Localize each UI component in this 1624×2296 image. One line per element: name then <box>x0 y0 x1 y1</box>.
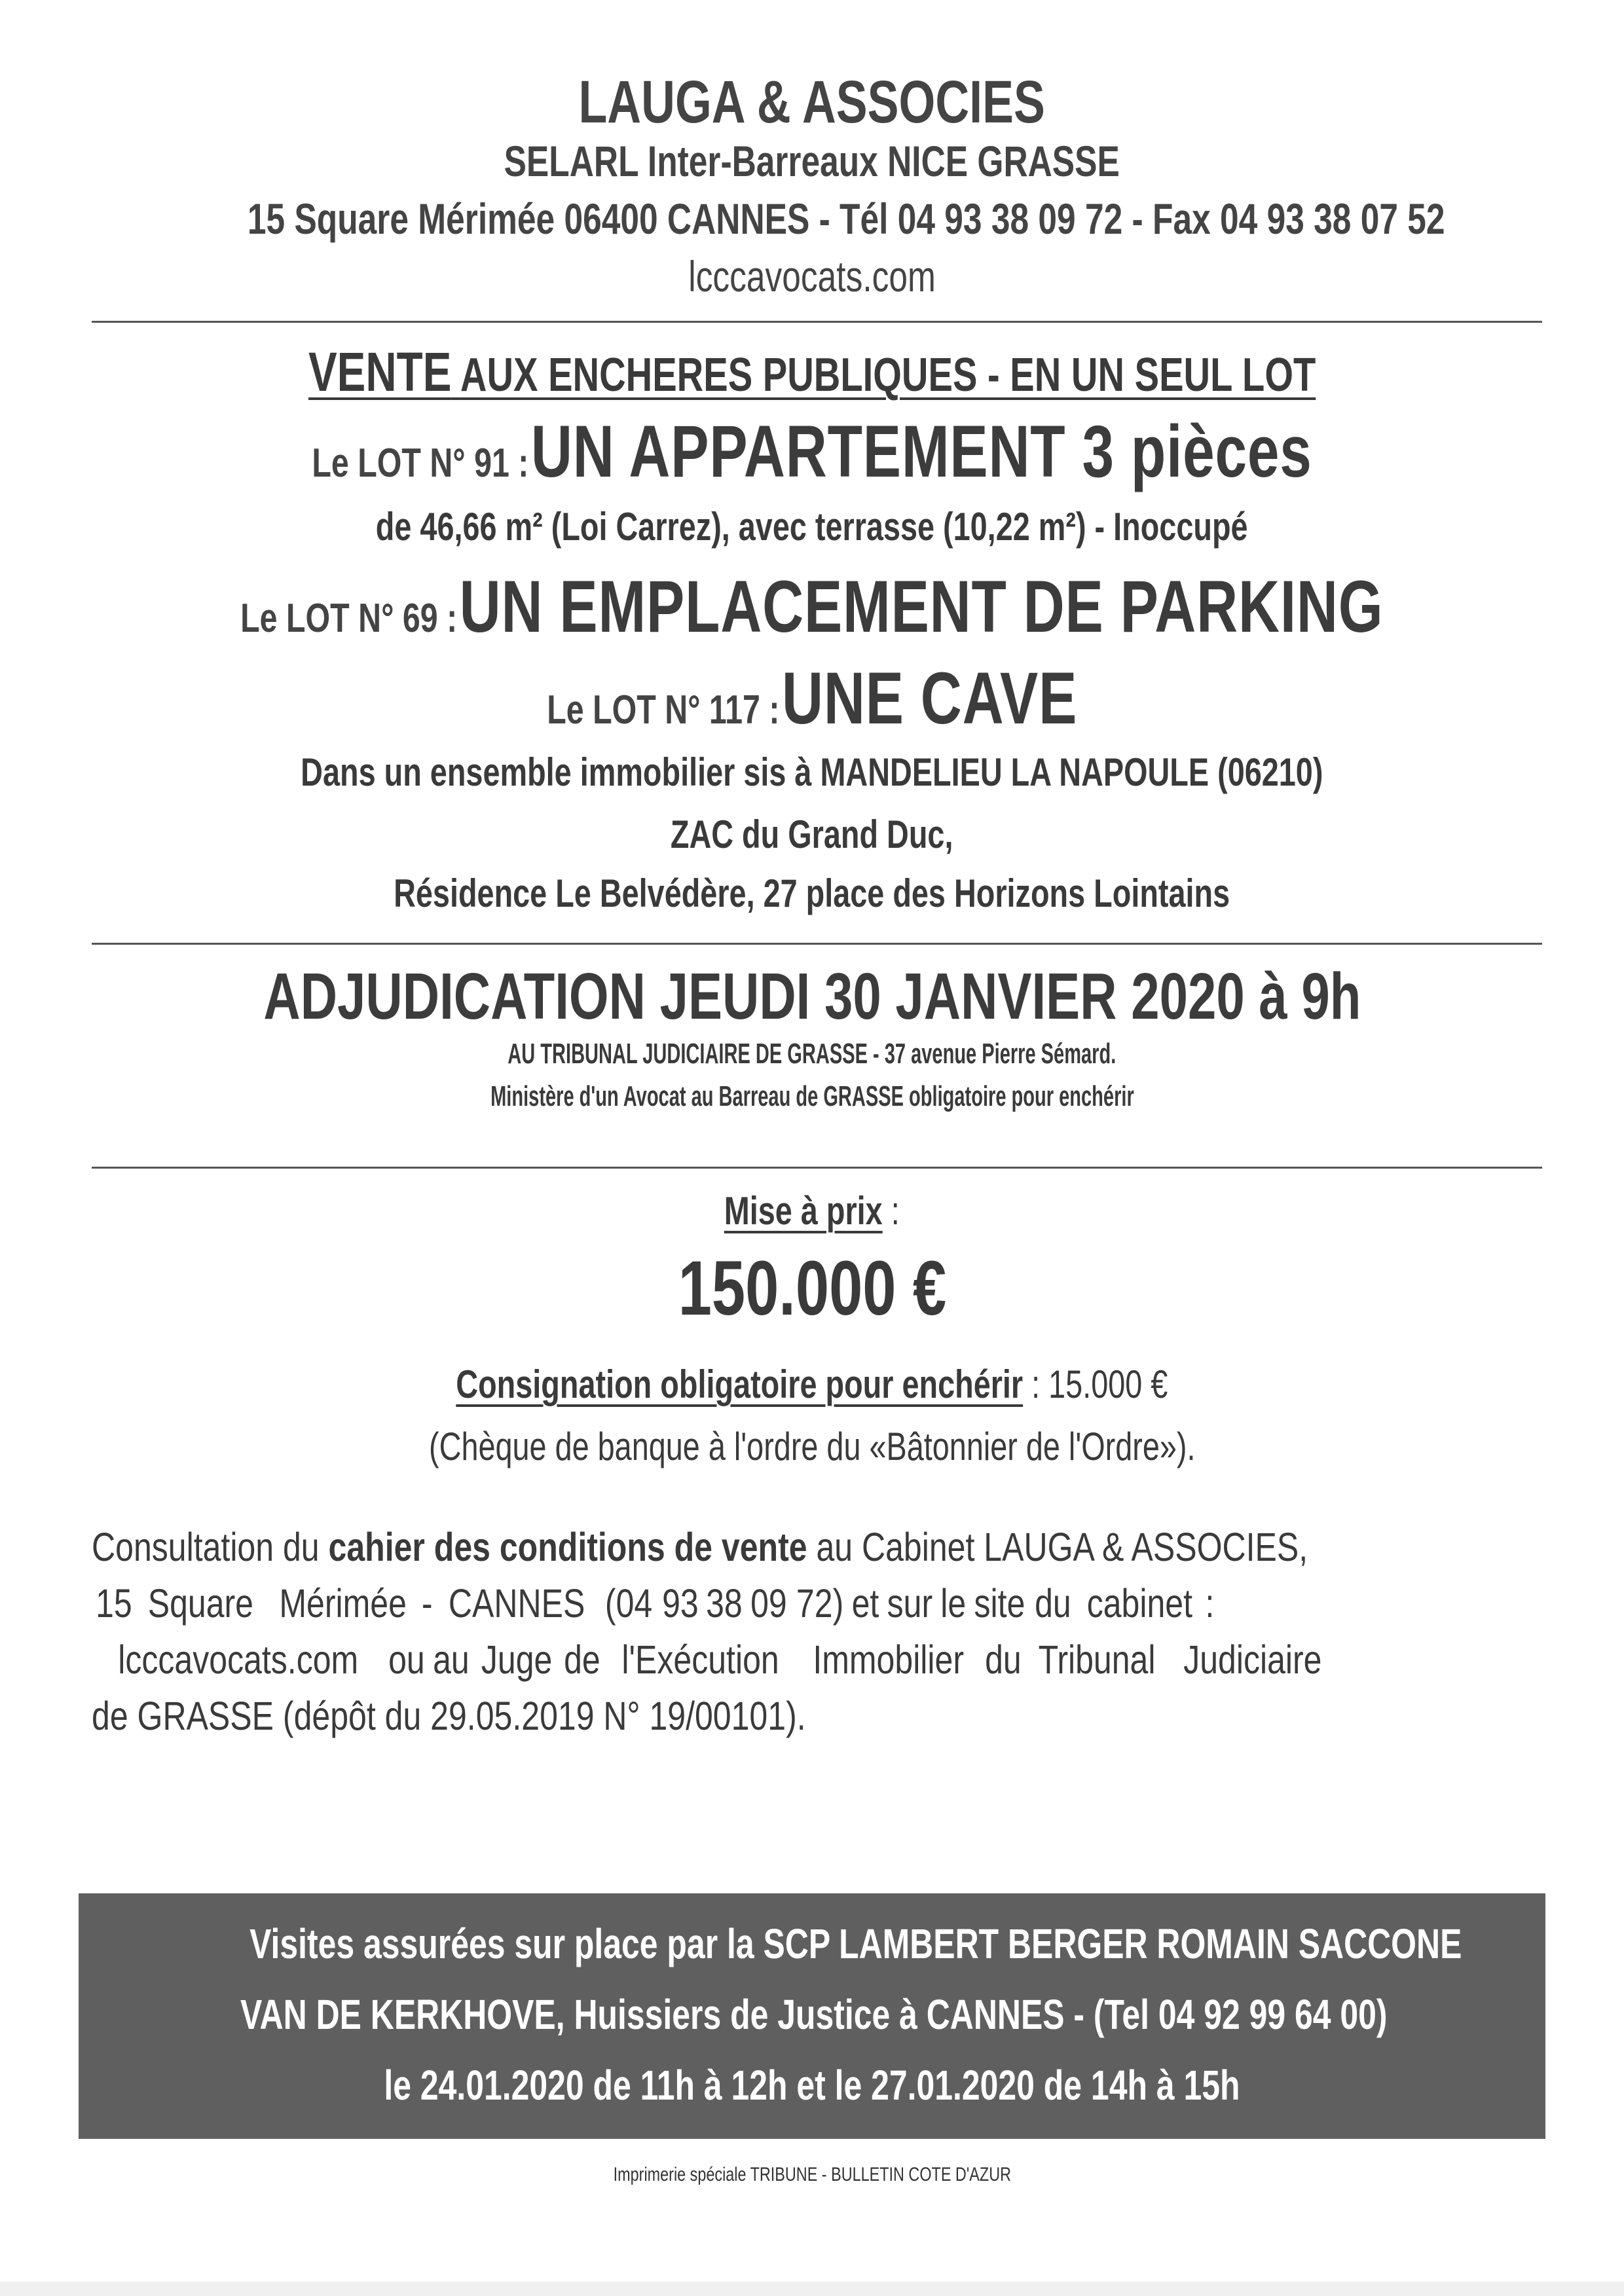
lot-91 <box>79 409 1545 494</box>
adjudication-title: ADJUDICATION JEUDI 30 JANVIER 2020 à 9h <box>263 960 1361 1033</box>
lot-91-prefix: Le LOT N° 91 : <box>312 441 529 486</box>
lot-91-title: UN APPARTEMENT 3 pièces <box>530 410 1312 492</box>
printer-credit: Imprimerie spéciale TRIBUNE - BULLETIN COTE D'AZUR <box>613 2164 1011 2185</box>
consultation-word: du <box>1035 1581 1072 1626</box>
lot-91-surface: de 46,66 m² (Loi Carrez), avec terrasse (10,22 m²) - Inoccupé <box>376 505 1248 549</box>
consultation-word: au <box>433 1637 470 1682</box>
consignation-value: : 15.000 € <box>1023 1362 1168 1406</box>
consultation-word: 72) <box>796 1581 844 1626</box>
consultation-emphasis: cahier des conditions de vente <box>328 1525 807 1569</box>
mise-colon: : <box>882 1189 900 1233</box>
consultation-line-1: Consultation du cahier des conditions de vente au Cabinet LAUGA & ASSOCIES, <box>92 1525 1308 1569</box>
consultation-word: Juge <box>481 1637 553 1682</box>
adjudication-ministere: Ministère d'un Avocat au Barreau de GRASSE obligatoire pour enchérir <box>490 1080 1134 1112</box>
consultation-word: 09 <box>750 1581 788 1626</box>
consultation-word: Square <box>147 1581 253 1626</box>
adjudication-tribunal: AU TRIBUNAL JUDICIAIRE DE GRASSE - 37 avenue Pierre Sémard. <box>507 1038 1116 1070</box>
consultation-word: cabinet <box>1086 1581 1193 1626</box>
consultation-word: Mérimée <box>278 1581 407 1626</box>
lot-117-prefix: Le LOT N° 117 : <box>547 687 780 733</box>
consignation-label: Consignation obligatoire pour enchérir <box>456 1362 1024 1406</box>
consultation-word: l'Exécution <box>621 1637 780 1682</box>
price-amount: 150.000 € <box>678 1245 946 1332</box>
lot-69-prefix: Le LOT N° 69 : <box>240 596 458 641</box>
location-line-2: ZAC du Grand Duc, <box>671 812 953 856</box>
consultation-word: le <box>940 1581 967 1626</box>
visits-line-1: Visites assurées sur place par la SCP LAMBERT BERGER ROMAIN SACCONE <box>249 1920 1462 1967</box>
consultation-word: - <box>421 1581 433 1626</box>
visits-box <box>79 1893 1545 2139</box>
firm-name: LAUGA & ASSOCIES <box>578 69 1046 136</box>
consultation-word: de <box>564 1637 601 1682</box>
lot-69 <box>79 564 1545 649</box>
consultation-word: site <box>974 1581 1025 1626</box>
consultation-line-4: de GRASSE (dépôt du 29.05.2019 N° 19/00101). <box>92 1694 806 1738</box>
consultation-word: 93 <box>661 1581 699 1626</box>
consultation-word: CANNES <box>449 1581 585 1626</box>
divider <box>92 943 1542 945</box>
firm-website: lcccavocats.com <box>688 252 936 301</box>
consignation <box>79 1362 1545 1407</box>
firm-address: 15 Square Mérimée 06400 CANNES - Tél 04 93 38 09 72 - Fax 04 93 38 07 52 <box>247 194 1445 243</box>
visits-line-3: le 24.01.2020 de 11h à 12h et le 27.01.2020 de 14h à 15h <box>384 2062 1240 2109</box>
sale-vente: VENTE <box>308 341 452 403</box>
consultation-word: Judiciaire <box>1183 1637 1322 1682</box>
consultation-line-2 <box>92 1575 1542 1631</box>
consultation-word: : <box>1205 1581 1215 1626</box>
consultation-word: sur <box>887 1581 933 1626</box>
firm-selarl: SELARL Inter-Barreaux NICE GRASSE <box>504 137 1120 185</box>
consultation-word: 38 <box>706 1581 743 1626</box>
consultation-word: Immobilier <box>813 1637 965 1682</box>
lot-117-title: UNE CAVE <box>781 657 1077 739</box>
consultation-word: (04 <box>605 1581 653 1626</box>
sale-vente-rest: AUX ENCHERES PUBLIQUES - EN UN SEUL LOT <box>460 349 1316 401</box>
consultation-word: 15 <box>96 1581 132 1626</box>
sale-heading <box>79 340 1545 404</box>
lot-117 <box>79 656 1545 740</box>
lot-69-title: UN EMPLACEMENT DE PARKING <box>459 566 1384 647</box>
visits-line-2: VAN DE KERKHOVE, Huissiers de Justice à CANNES - (Tel 04 92 99 64 00) <box>240 1991 1388 2038</box>
divider <box>92 1167 1542 1169</box>
consultation-word: ou <box>388 1637 426 1682</box>
location-line-1: Dans un ensemble immobilier sis à MANDELIEU LA NAPOULE (06210) <box>301 750 1323 794</box>
divider <box>92 321 1542 323</box>
consultation-line-3 <box>92 1631 1542 1688</box>
consultation-word: Tribunal <box>1038 1637 1156 1682</box>
consultation-paragraph <box>92 1519 1542 1744</box>
mise-label: Mise à prix <box>724 1189 883 1233</box>
cheque-note: (Chèque de banque à l'ordre du «Bâtonnier de l'Ordre»). <box>428 1425 1196 1468</box>
location-line-3: Résidence Le Belvédère, 27 place des Horizons Lointains <box>394 871 1230 915</box>
consultation-word: et <box>851 1581 879 1626</box>
scan-edge <box>0 2282 1624 2296</box>
mise-a-prix <box>79 1188 1545 1233</box>
consultation-word: lcccavocats.com <box>118 1637 359 1682</box>
consultation-word: du <box>984 1637 1022 1682</box>
